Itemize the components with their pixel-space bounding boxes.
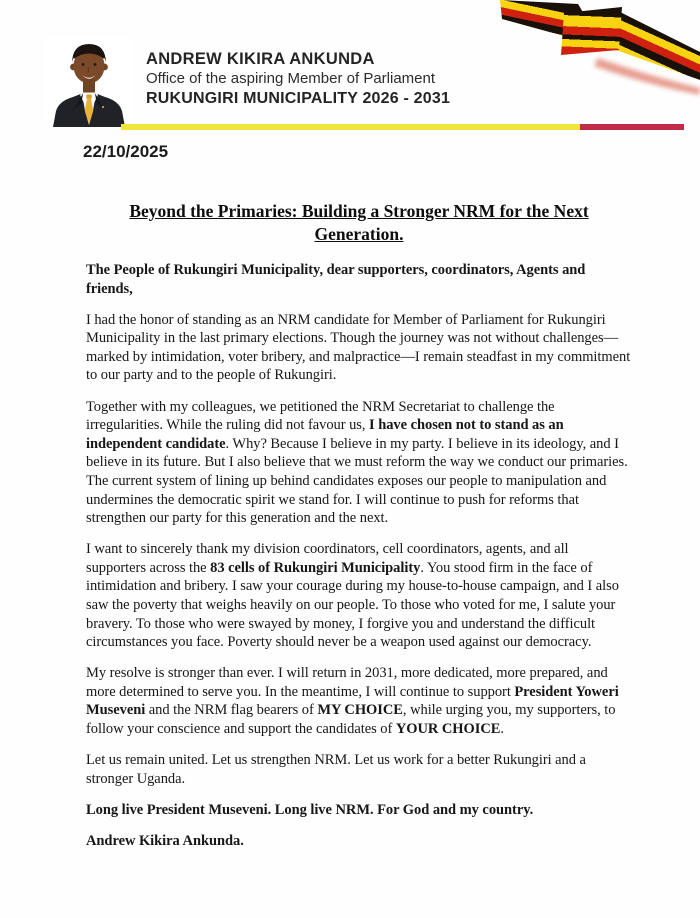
text-segment: Andrew Kikira Ankunda. [86,832,244,849]
text-segment: 83 cells of Rukungiri Municipality [210,559,421,576]
paragraph-p1 [86,311,632,385]
text-segment: I want to sincerely thank my division coordinators, cell coordinators, agents, and all supporters across the [86,541,569,576]
paragraph-p2 [86,398,632,528]
paragraph-p5 [86,751,632,788]
paragraph-p3 [86,540,632,652]
text-segment: I have chosen not to stand as an independent candidate [86,417,564,452]
text-segment: . Why? Because I believe in my party. I believe in its ideology, and I believe in its future. But I also believe that we must reform the way we conduct our primaries. The current system of lining up behind candidates exposes our people to manipulation and undermines the democratic spirit we stand for. I will continue to push for reforms that strengthen our party for this generation and the next. [86,435,628,527]
accent-rule [121,124,684,130]
text-segment: , while urging you, my supporters, to follow your conscience and support the candidates of [86,702,616,738]
candidate-portrait-photo [45,37,133,127]
candidate-name: ANDREW KIKIRA ANKUNDA [146,50,375,68]
rule-crimson-segment [580,124,684,130]
text-segment: YOUR CHOICE [395,721,501,738]
text-segment: . You stood firm in the face of intimidation and bribery. I saw your courage during my house-to-house campaign, and I also saw the poverty that weighs heavily on our people. To those who voted for me, I salute your bravery. To those who were swayed by money, I forgive you and understand the difficult circumstances you face. Poverty should never be a weapon used against our democracy. [86,559,619,651]
paragraph-p4 [86,664,632,738]
paragraph-signature [86,832,632,851]
paragraph-closing [86,801,632,820]
letter-body [86,200,632,863]
lapel-pin [102,106,104,108]
text-segment: . [500,721,504,738]
constituency-line: RUKUNGIRI MUNICIPALITY 2026 - 2031 [146,90,451,107]
text-segment: Let us remain united. Let us strengthen NRM. Let us work for a better Rukungiri and a stronger Uganda. [86,752,586,787]
text-segment: I had the honor of standing as an NRM candidate for Member of Parliament for Rukungiri Municipality in the last primary elections. Though the journey was not without challenges—marked by intimidation, voter bribery, and malpractice—I remain steadfast in my commitment to our party and to the people of Rukungiri. [86,311,631,384]
rule-yellow-segment [121,124,580,130]
text-segment: Together with my colleagues, we petitioned the NRM Secretariat to challenge the irregularities. While the ruling did not favour us, [86,398,555,434]
text-segment: Long live President Museveni. Long live NRM. For God and my country. [86,801,534,818]
letter-date: 22/10/2025 [83,142,169,161]
text-segment: MY CHOICE [317,702,403,719]
text-segment: President Yoweri Museveni [86,683,619,719]
text-segment: and the NRM flag bearers of [145,702,318,719]
uganda-flag-ribbon-icon [490,0,700,100]
text-segment: The People of Rukungiri Municipality, dear supporters, coordinators, Agents and friends, [86,262,586,297]
office-line: Office of the aspiring Member of Parliament [146,70,436,87]
paragraph-salutation [86,261,632,298]
letter-title: Beyond the Primaries: Building a Stronger NRM for the Next Generation. [129,201,589,244]
letterhead-text-block [146,49,450,109]
letter-paragraphs [86,261,632,851]
text-segment: My resolve is stronger than ever. I will return in 2031, more dedicated, more prepared, and more determined to serve you. In the meantime, I will continue to support [86,665,608,700]
